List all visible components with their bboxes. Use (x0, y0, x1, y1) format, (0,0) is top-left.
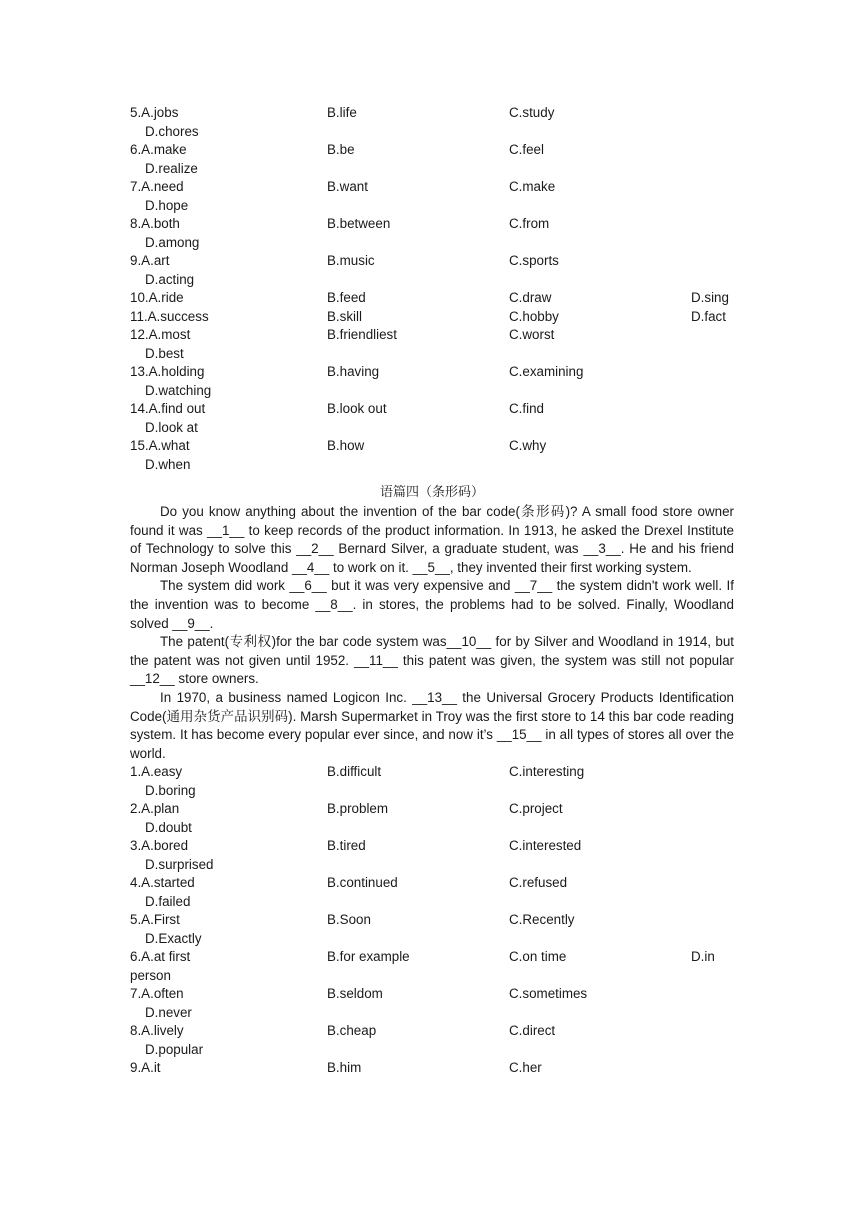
option-c: C.draw (509, 290, 552, 305)
option-row (130, 141, 734, 160)
option-d: D.fact (691, 308, 726, 324)
option-c: C.why (509, 438, 547, 453)
option-c: C.make (509, 179, 556, 194)
option-b: B.look out (327, 401, 387, 416)
option-a: 5.A.jobs (130, 105, 179, 120)
option-row (130, 1059, 734, 1078)
option-row (130, 437, 734, 456)
option-b: B.friendliest (327, 327, 397, 342)
option-c: C.examining (509, 364, 584, 379)
option-row (130, 948, 734, 967)
option-a: 1.A.easy (130, 764, 183, 780)
option-d: D.hope (145, 197, 189, 213)
option-b: B.having (327, 364, 380, 379)
option-d: D.boring (145, 782, 196, 798)
option-a: 12.A.most (130, 327, 191, 342)
option-c: C.Recently (509, 912, 575, 928)
option-b: B.continued (327, 875, 398, 891)
option-d: D.sing (691, 290, 729, 305)
option-d: D.surprised (145, 856, 214, 872)
option-a: 9.A.art (130, 253, 170, 268)
option-d: D.doubt (145, 819, 192, 835)
option-d: D.Exactly (145, 930, 202, 946)
option-a: 8.A.lively (130, 1023, 184, 1039)
option-a: 5.A.First (130, 912, 180, 928)
option-b: B.for example (327, 949, 410, 965)
option-a: 9.A.it (130, 1060, 161, 1076)
option-a: 6.A.at first (130, 949, 191, 965)
option-c: C.find (509, 401, 544, 416)
option-c: C.study (509, 105, 555, 120)
passage-paragraph: In 1970, a business named Logicon Inc. __13__ the Universal Grocery Products Identification Code(通用杂货产品识别码). Marsh Supermarket in Troy was the first store to 14 this bar code reading system. It has become every popular ever since, and now it’s __15__ in all types of stores all over the world. (130, 689, 734, 761)
option-a: 11.A.success (130, 308, 209, 324)
option-d: D.chores (145, 123, 199, 139)
option-d: D.look at (145, 419, 198, 435)
option-c: C.sports (509, 253, 559, 268)
option-b: B.Soon (327, 912, 371, 928)
option-row (130, 1022, 734, 1041)
option-c: C.interesting (509, 764, 585, 780)
option-a: 13.A.holding (130, 364, 205, 379)
passage-paragraph: Do you know anything about the invention of the bar code(条形码)? A small food store owner found it was __1__ to keep records of the product information. In 1913, he asked the Drexel Institute of Technology to solve this __2__ Bernard Silver, a graduate student, was __3__. He and his friend Norman Joseph Woodland __4__ to work on it. __5__, they invented their first working system. (130, 504, 734, 575)
option-a: 7.A.need (130, 179, 184, 194)
option-b: B.life (327, 105, 357, 120)
option-a: 8.A.both (130, 216, 180, 231)
option-a: 7.A.often (130, 986, 184, 1002)
option-c: C.on time (509, 949, 567, 965)
option-b: B.tired (327, 838, 366, 854)
option-d: D.acting (145, 271, 195, 287)
option-row (130, 252, 734, 271)
option-c: C.from (509, 216, 550, 231)
option-b: B.how (327, 438, 365, 453)
option-a: 2.A.plan (130, 801, 180, 817)
option-d: D.failed (145, 893, 191, 909)
option-d: D.among (145, 234, 200, 250)
option-b: B.feed (327, 290, 366, 305)
option-c: C.hobby (509, 308, 559, 324)
document-page (130, 104, 734, 1078)
option-row (130, 326, 734, 345)
option-b: B.between (327, 216, 391, 231)
option-row (130, 215, 734, 234)
option-b: B.music (327, 253, 375, 268)
option-d: D.best (145, 345, 184, 361)
option-row (130, 308, 734, 327)
option-d: D.never (145, 1004, 192, 1020)
options-section-2 (130, 763, 734, 1078)
option-c: C.direct (509, 1023, 556, 1039)
option-c: C.worst (509, 327, 555, 342)
option-b: B.seldom (327, 986, 383, 1002)
option-row (130, 837, 734, 856)
passage-paragraph: The system did work __6__ but it was very expensive and __7__ the system didn't work well. If the invention was to become __8__. in stores, the problems had to be solved. Finally, Woodland solved __9__. (130, 578, 734, 631)
option-a: 14.A.find out (130, 401, 206, 416)
option-d: D.popular (145, 1041, 204, 1057)
option-d: D.when (145, 456, 191, 472)
option-row (130, 104, 734, 123)
option-d: D.in (691, 949, 715, 965)
option-c: C.interested (509, 838, 582, 854)
option-a: 10.A.ride (130, 290, 184, 305)
option-c: C.feel (509, 142, 544, 157)
options-section-1 (130, 104, 734, 474)
option-row (130, 763, 734, 782)
option-b: B.problem (327, 801, 389, 817)
option-row (130, 874, 734, 893)
option-d: D.realize (145, 160, 198, 176)
option-row (130, 985, 734, 1004)
option-row (130, 800, 734, 819)
option-a: 6.A.make (130, 142, 187, 157)
option-d-continuation: person (130, 967, 171, 983)
option-b: B.want (327, 179, 368, 194)
option-b: B.be (327, 142, 355, 157)
option-row (130, 400, 734, 419)
passage-paragraph: The patent(专利权)for the bar code system was__10__ for by Silver and Woodland in 1914, but the patent was not given until 1952. __11__ this patent was given, the system was still not popular __12__ store owners. (130, 634, 734, 687)
option-c: C.sometimes (509, 986, 588, 1002)
option-b: B.him (327, 1060, 362, 1076)
option-b: B.cheap (327, 1023, 377, 1039)
passage-title: 语篇四（条形码） (379, 485, 484, 500)
option-a: 15.A.what (130, 438, 190, 453)
option-row (130, 363, 734, 382)
option-row (130, 289, 734, 308)
option-c: C.project (509, 801, 563, 817)
option-c: C.refused (509, 875, 568, 891)
option-row (130, 911, 734, 930)
option-c: C.her (509, 1060, 542, 1076)
option-d: D.watching (145, 382, 212, 398)
option-row (130, 178, 734, 197)
option-a: 3.A.bored (130, 838, 189, 854)
option-a: 4.A.started (130, 875, 195, 891)
option-b: B.skill (327, 308, 362, 324)
option-b: B.difficult (327, 764, 382, 780)
